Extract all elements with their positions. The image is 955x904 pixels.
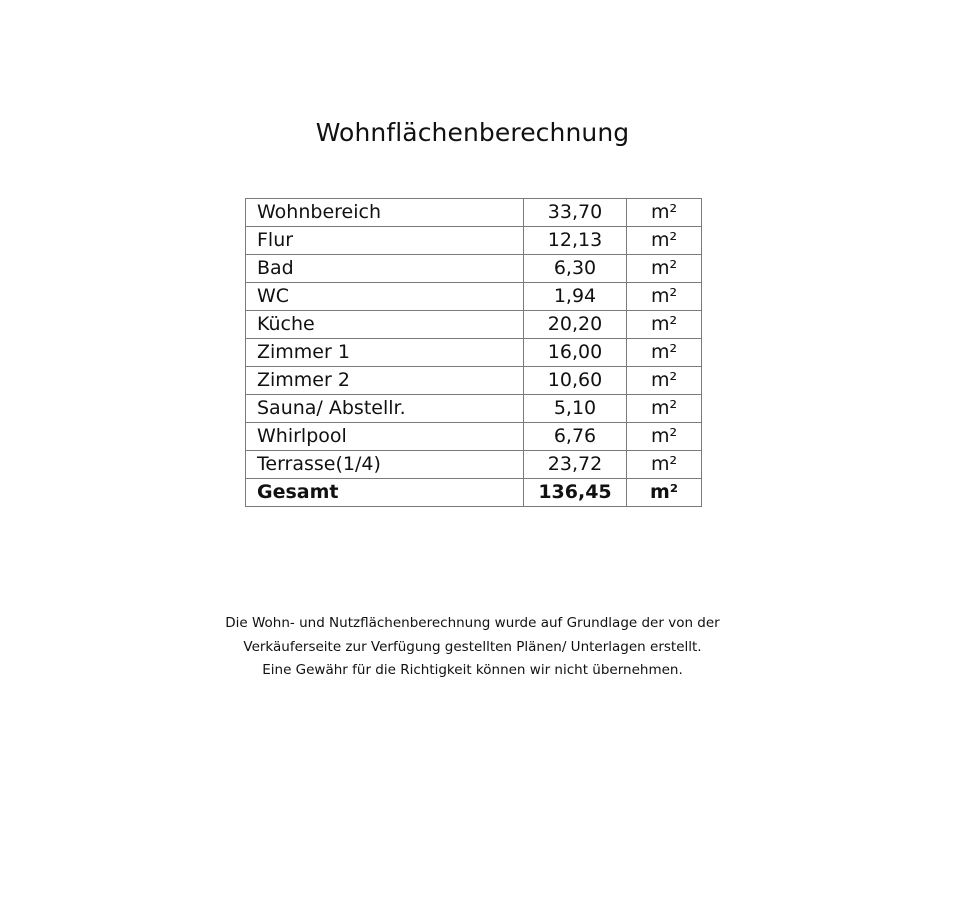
- area-value: 6,76: [524, 423, 627, 451]
- room-name: Zimmer 1: [246, 339, 524, 367]
- area-value: 20,20: [524, 311, 627, 339]
- area-unit: m²: [627, 283, 702, 311]
- table-row: [246, 283, 702, 311]
- area-table: [245, 198, 702, 507]
- table-row: [246, 339, 702, 367]
- room-name: Bad: [246, 255, 524, 283]
- disclaimer-line: Eine Gewähr für die Richtigkeit können wir nicht übernehmen.: [262, 662, 683, 678]
- room-name: Wohnbereich: [246, 199, 524, 227]
- area-unit: m²: [627, 423, 702, 451]
- room-name: Zimmer 2: [246, 367, 524, 395]
- area-unit: m²: [627, 367, 702, 395]
- room-name: Sauna/ Abstellr.: [246, 395, 524, 423]
- area-unit: m²: [627, 255, 702, 283]
- area-unit: m²: [627, 227, 702, 255]
- room-name: Terrasse(1/4): [246, 451, 524, 479]
- table-row: [246, 451, 702, 479]
- table-row: [246, 199, 702, 227]
- table-row: [246, 395, 702, 423]
- room-name: WC: [246, 283, 524, 311]
- page-title: Wohnflächenberechnung: [315, 118, 630, 147]
- area-value: 1,94: [524, 283, 627, 311]
- total-row: [246, 479, 702, 507]
- disclaimer-line: Verkäuferseite zur Verfügung gestellten Plänen/ Unterlagen erstellt.: [243, 638, 702, 655]
- table-row: [246, 423, 702, 451]
- room-name: Whirlpool: [246, 423, 524, 451]
- table-row: [246, 255, 702, 283]
- area-value: 23,72: [524, 451, 627, 479]
- area-unit: m²: [627, 311, 702, 339]
- area-value: 33,70: [524, 199, 627, 227]
- disclaimer-line: Die Wohn- und Nutzflächenberechnung wurde auf Grundlage der von der: [225, 615, 720, 631]
- room-name: Küche: [246, 311, 524, 339]
- area-value: 12,13: [524, 227, 627, 255]
- total-unit: m²: [627, 479, 702, 507]
- total-value: 136,45: [524, 479, 627, 507]
- area-value: 6,30: [524, 255, 627, 283]
- table-row: [246, 227, 702, 255]
- area-value: 10,60: [524, 367, 627, 395]
- table-row: [246, 311, 702, 339]
- area-value: 16,00: [524, 339, 627, 367]
- area-unit: m²: [627, 199, 702, 227]
- area-value: 5,10: [524, 395, 627, 423]
- total-label: Gesamt: [246, 479, 524, 507]
- disclaimer-note: [0, 612, 945, 683]
- table-row: [246, 367, 702, 395]
- room-name: Flur: [246, 227, 524, 255]
- area-unit: m²: [627, 339, 702, 367]
- area-unit: m²: [627, 395, 702, 423]
- area-unit: m²: [627, 451, 702, 479]
